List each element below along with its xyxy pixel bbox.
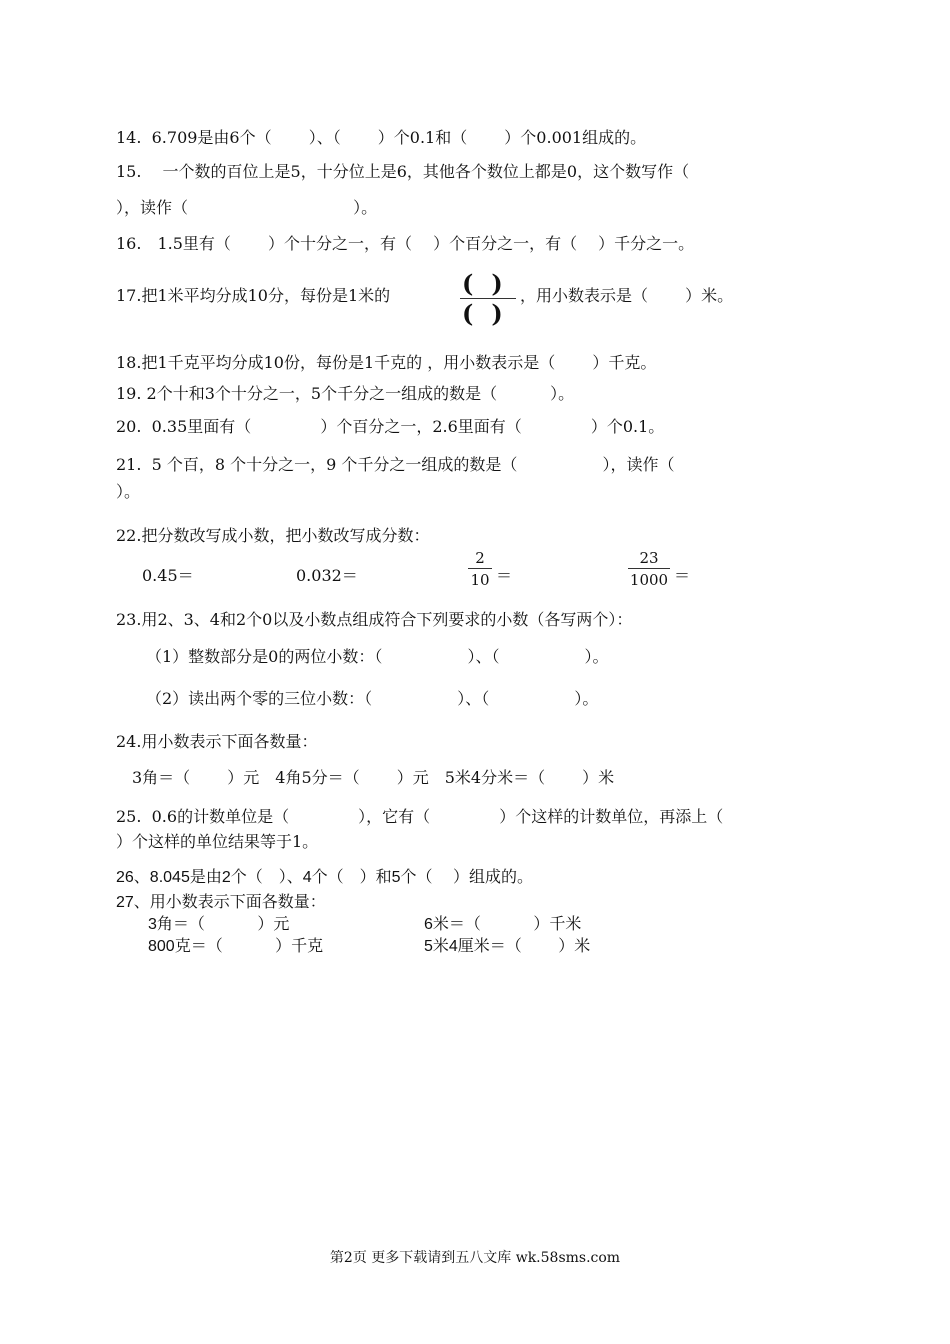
page-footer: 第2页 更多下载请到五八文库 wk.58sms.com (329, 1250, 621, 1266)
question-26: 26、8.045是由2个（ ）、4个（ ）和5个（ ）组成的。 (116, 869, 533, 886)
question-25-line-2: ）个这样的单位结果等于1。 (116, 832, 319, 851)
question-22-equals-2: ＝ (674, 566, 691, 585)
fraction-1-denominator: 10 (470, 572, 490, 586)
question-25-line-1: 25. 0.6的计数单位是（ ），它有（ ）个这样的计数单位，再添上（ (116, 807, 724, 826)
question-24-items: 3角＝（ ）元 4角5分＝（ ）元 5米4分米＝（ ）米 (132, 768, 615, 787)
question-23-part-1: （1）整数部分是0的两位小数：（ ）、（ ）。 (146, 647, 609, 666)
question-22-item-2: 0.032＝ (296, 566, 358, 585)
question-19: 19. 2个十和3个十分之一，5个千分之一组成的数是（ ）。 (116, 384, 575, 403)
question-14: 14. 6.709是由6个（ ）、（ ）个0.1和（ ）个0.001组成的。 (116, 128, 647, 147)
question-16: 16. 1.5里有（ ）个十分之一，有（ ）个百分之一，有（ ）千分之一。 (116, 234, 695, 253)
question-22-equals-1: ＝ (496, 566, 513, 585)
fraction-2-denominator: 1000 (629, 572, 669, 586)
question-22-item-1: 0.45＝ (142, 566, 194, 585)
question-20: 20. 0.35里面有（ ）个百分之一，2.6里面有（ ）个0.1。 (116, 417, 665, 436)
fraction-2-numerator: 23 (639, 549, 659, 567)
question-22: 22.把分数改写成小数，把小数改写成分数： (116, 526, 430, 545)
question-27-row-2-item-2: 5米4厘米＝（ ）米 (424, 938, 591, 955)
fraction-numerator-blank: () (462, 269, 521, 298)
question-27-row-1-item-2: 6米＝（ ）千米 (424, 916, 582, 933)
question-21-line-1: 21. 5 个百，8 个十分之一，9 个千分之一组成的数是（ ），读作（ (116, 455, 675, 474)
question-17-suffix: ，用小数表示是（ ）米。 (520, 286, 734, 305)
question-15-line-2: ），读作（ ）。 (116, 198, 378, 217)
question-27-row-2-item-1: 800克＝（ ）千克 (148, 938, 324, 955)
question-17-prefix: 17.把1米平均分成10分，每份是1米的 (116, 286, 391, 305)
question-24: 24.用小数表示下面各数量： (116, 732, 318, 751)
question-27-row-1-item-1: 3角＝（ ）元 (148, 916, 290, 933)
fraction-1-bar (468, 568, 492, 569)
fraction-denominator-blank: () (462, 299, 521, 328)
fraction-2-bar (628, 568, 670, 569)
fraction-1-numerator: 2 (475, 549, 485, 567)
question-18: 18.把1千克平均分成10份，每份是1千克的 ，用小数表示是（ ）千克。 (116, 353, 657, 372)
question-23-part-2: （2）读出两个零的三位小数：（ ）、（ ）。 (146, 689, 599, 708)
question-15-line-1: 15. 一个数的百位上是5，十分位上是6，其他各个数位上都是0，这个数写作（ (116, 162, 690, 181)
question-21-line-2: ）。 (116, 482, 141, 501)
question-23: 23.用2、3、4和2个0以及小数点组成符合下列要求的小数（各写两个）： (116, 610, 633, 629)
question-27: 27、用小数表示下面各数量： (116, 894, 326, 911)
